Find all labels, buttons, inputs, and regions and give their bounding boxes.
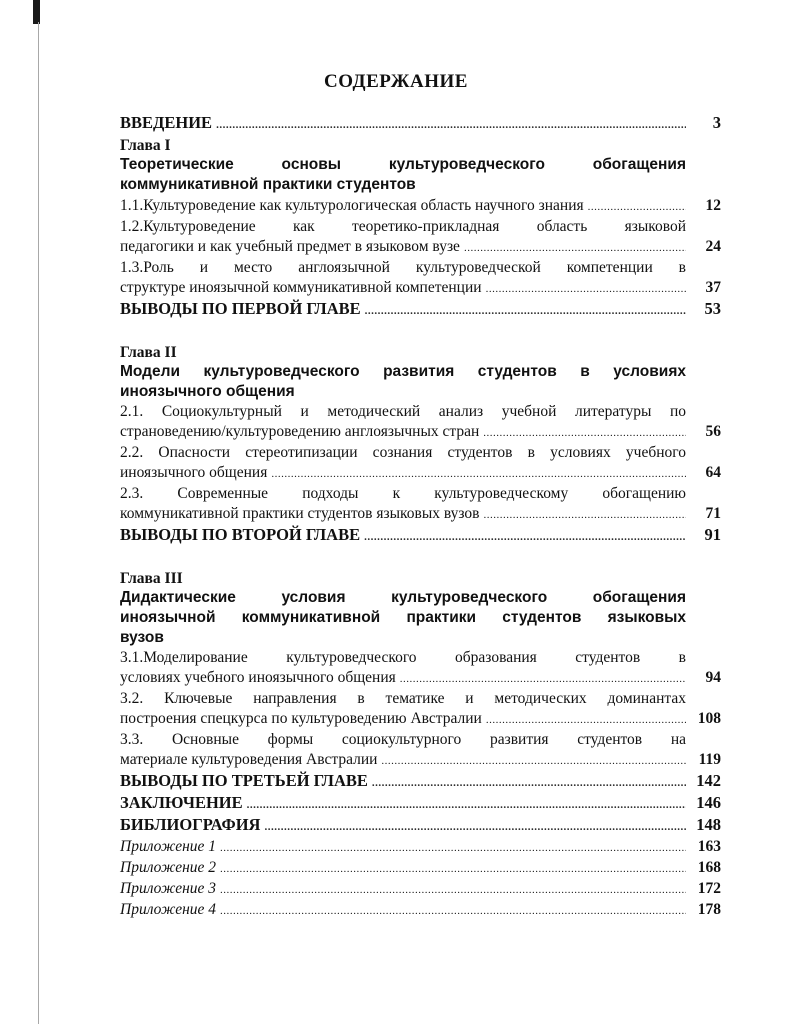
dot-leader	[264, 817, 686, 837]
toc-entry-chapter-2-summary[interactable]	[120, 525, 721, 547]
dot-leader	[220, 901, 686, 921]
dot-leader	[220, 838, 686, 858]
entry-label-line-1: 1.2.Культуроведение как теоретико-прикладная область языковой	[120, 218, 686, 235]
chapter-3-label: Глава III	[120, 570, 183, 587]
page-number: 172	[697, 880, 721, 897]
entry-label: Приложение 2	[120, 859, 217, 876]
entry-label-line-2: страноведению/культуроведению англоязычных стран	[120, 423, 480, 440]
page-number: 146	[696, 793, 721, 812]
entry-label: Приложение 1	[120, 838, 217, 855]
entry-label-line-1: 2.3. Современные подходы к культуроведческому обогащению	[120, 485, 686, 502]
chapter-3-heading	[120, 588, 721, 648]
dot-leader	[400, 669, 686, 689]
dot-leader	[365, 301, 686, 321]
toc-entry-appendix-3[interactable]	[120, 879, 721, 900]
entry-label-line-2: построения спецкурса по культуроведению Австралии	[120, 710, 482, 727]
chapter-1-heading	[120, 155, 721, 195]
entry-label-line-2: материале культуроведения Австралии	[120, 751, 378, 768]
toc-entry-appendix-4[interactable]	[120, 900, 721, 921]
toc-entry-3-2[interactable]	[120, 689, 721, 730]
toc-entry-2-3[interactable]	[120, 484, 721, 525]
page-number: 168	[697, 859, 721, 876]
entry-label-line-1: 3.1.Моделирование культуроведческого образования студентов в	[120, 649, 686, 666]
toc-entry-chapter-3-summary[interactable]	[120, 771, 721, 793]
dot-leader	[271, 464, 686, 484]
toc-entry-introduction[interactable]	[120, 113, 721, 135]
entry-label: ВЫВОДЫ ПО ПЕРВОЙ ГЛАВЕ	[120, 299, 361, 318]
dot-leader	[486, 279, 686, 299]
toc-entry-conclusion[interactable]	[120, 793, 721, 815]
toc-entry-1-1[interactable]	[120, 196, 721, 217]
page-number: 3	[712, 113, 721, 132]
entry-label-line-2: педагогики и как учебный предмет в языковом вузе	[120, 238, 460, 255]
entry-label: ВЫВОДЫ ПО ВТОРОЙ ГЛАВЕ	[120, 525, 361, 544]
entry-label-line-1: 2.1. Социокультурный и методический анализ учебной литературы по	[120, 403, 686, 420]
toc-entry-3-3[interactable]	[120, 730, 721, 771]
page-number: 91	[704, 525, 721, 544]
dot-leader	[220, 859, 686, 879]
heading-line-2: коммуникативной практики студентов	[120, 176, 416, 193]
entry-label: ВЫВОДЫ ПО ТРЕТЬЕЙ ГЛАВЕ	[120, 771, 368, 790]
scan-edge-mark	[33, 0, 40, 24]
page-number: 178	[697, 901, 721, 918]
dot-leader	[372, 773, 686, 793]
scan-page-edge	[38, 22, 39, 1024]
toc-entry-chapter-1-summary[interactable]	[120, 299, 721, 321]
dot-leader	[364, 527, 686, 547]
dot-leader	[216, 115, 686, 135]
page-number: 64	[705, 464, 721, 481]
dot-leader	[588, 197, 686, 217]
chapter-2-label: Глава II	[120, 344, 177, 361]
table-of-contents	[120, 113, 721, 921]
page-number: 142	[696, 771, 721, 790]
entry-label: БИБЛИОГРАФИЯ	[120, 815, 261, 834]
page-title: СОДЕРЖАНИЕ	[324, 71, 468, 92]
toc-entry-bibliography[interactable]	[120, 815, 721, 837]
toc-entry-appendix-1[interactable]	[120, 837, 721, 858]
entry-label: ВВЕДЕНИЕ	[120, 113, 213, 132]
chapter-1-label: Глава I	[120, 137, 171, 154]
page-number: 148	[696, 815, 721, 834]
entry-label-line-2: условиях учебного иноязычного общения	[120, 669, 396, 686]
dot-leader	[464, 238, 686, 258]
dot-leader	[484, 505, 686, 525]
heading-line-2: иноязычного общения	[120, 383, 295, 400]
entry-label-line-1: 1.3.Роль и место англоязычной культуроведческой компетенции в	[120, 259, 686, 276]
entry-label-line-1: 3.3. Основные формы социокультурного развития студентов на	[120, 731, 686, 748]
page-number: 56	[705, 423, 721, 440]
heading-line-3: вузов	[120, 629, 164, 646]
page-number: 24	[705, 238, 721, 255]
page-number: 119	[698, 751, 721, 768]
entry-label-line-2: коммуникативной практики студентов языковых вузов	[120, 505, 480, 522]
chapter-2-heading	[120, 362, 721, 402]
entry-label: ЗАКЛЮЧЕНИЕ	[120, 793, 243, 812]
entry-label-line-2: структуре иноязычной коммуникативной компетенции	[120, 279, 482, 296]
page-number: 53	[704, 299, 721, 318]
entry-label-line-1: 2.2. Опасности стереотипизации сознания студентов в условиях учебного	[120, 444, 686, 461]
dot-leader	[483, 423, 686, 443]
page-number: 12	[705, 197, 721, 214]
heading-line-1: Дидактические условия культуроведческого обогащения	[120, 589, 686, 606]
page-number: 37	[705, 279, 721, 296]
toc-entry-3-1[interactable]	[120, 648, 721, 689]
heading-line-1: Теоретические основы культуроведческого обогащения	[120, 156, 686, 173]
entry-label-line-1: 3.2. Ключевые направления в тематике и методических доминантах	[120, 690, 686, 707]
page-number: 108	[697, 710, 721, 727]
dot-leader	[247, 795, 686, 815]
heading-line-1: Модели культуроведческого развития студентов в условиях	[120, 363, 686, 380]
toc-entry-1-3[interactable]	[120, 258, 721, 299]
entry-label: Приложение 3	[120, 880, 217, 897]
toc-entry-2-1[interactable]	[120, 402, 721, 443]
page-number: 71	[705, 505, 721, 522]
toc-entry-appendix-2[interactable]	[120, 858, 721, 879]
heading-line-2: иноязычной коммуникативной практики студентов языковых	[120, 609, 686, 626]
dot-leader	[486, 710, 686, 730]
page-number: 94	[705, 669, 721, 686]
page-number: 163	[697, 838, 721, 855]
dot-leader	[381, 751, 686, 771]
entry-label: 1.1.Культуроведение как культурологическая область научного знания	[120, 197, 584, 214]
dot-leader	[220, 880, 686, 900]
entry-label: Приложение 4	[120, 901, 217, 918]
entry-label-line-2: иноязычного общения	[120, 464, 268, 481]
toc-entry-2-2[interactable]	[120, 443, 721, 484]
toc-entry-1-2[interactable]	[120, 217, 721, 258]
